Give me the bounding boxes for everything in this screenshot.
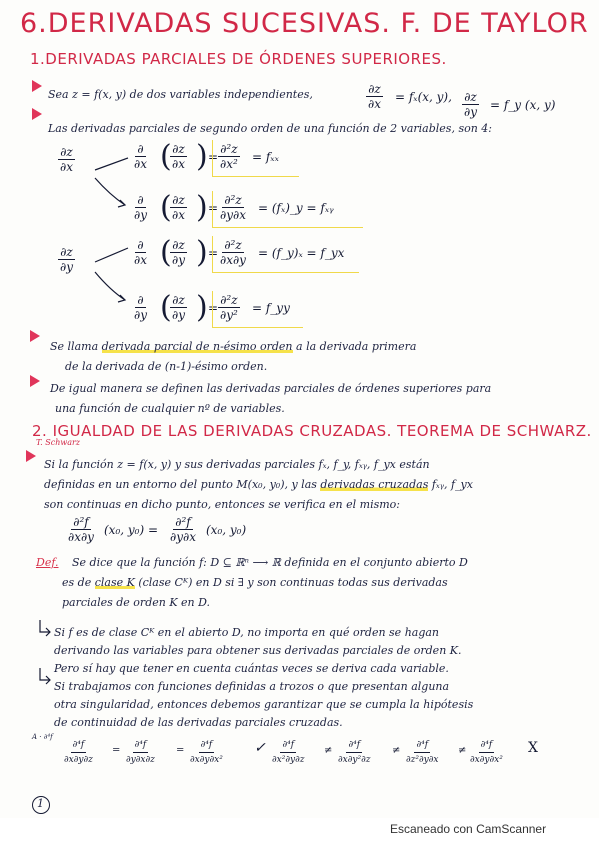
numerator: ∂⁴f [479, 738, 495, 753]
title-text: DERIVADAS SUCESIVAS. F. DE TAYLOR [47, 8, 589, 39]
note2-line2: otra singularidad, entonces debemos garantizar que se cumpla la hipótesis [54, 698, 474, 711]
numerator: ∂z [172, 238, 185, 252]
denominator: ∂x∂y∂z [64, 755, 93, 765]
denominator: ∂y² [220, 308, 238, 322]
row4-result: = f_yy [252, 301, 290, 315]
denominator: ∂y [464, 105, 477, 119]
close-paren: ) [196, 290, 208, 325]
numerator: ∂z [368, 82, 381, 96]
numerator: ∂²z [220, 293, 238, 307]
schwarz-rhs-arg: (x₀, y₀) [206, 523, 247, 537]
denominator: ∂x [60, 160, 73, 174]
sea-text: z = f(x, y) de dos variables independientes, [72, 88, 313, 101]
denominator: ∂x∂y²∂z [338, 755, 371, 765]
denominator: ∂x²∂y∂z [272, 755, 305, 765]
numerator: ∂ [137, 193, 144, 207]
numerator: ∂⁴f [133, 738, 149, 753]
check-icon: ✓ [254, 740, 266, 756]
open-paren: ( [160, 235, 172, 270]
not-equal: ≠ [324, 745, 333, 756]
denominator: ∂y [60, 260, 73, 274]
example-c [188, 738, 225, 767]
s1-second-order-line: Las derivadas parciales de segundo orden de una función de 2 variables, son 4: [48, 122, 493, 135]
denominator: ∂y [134, 308, 147, 322]
fx-expression: = fₓ(x, y), [395, 90, 452, 104]
title-number: 6. [20, 8, 48, 39]
note1-line3: Pero sí hay que tener en cuenta cuántas veces se deriva cada variable. [54, 662, 449, 675]
example-a [62, 738, 95, 767]
denominator: ∂x [172, 157, 185, 171]
text-c: a la derivada primera [296, 340, 417, 353]
equals: = [112, 745, 121, 756]
def-line1: Se dice que la función f: D ⊆ ℝⁿ ⟶ ℝ definida en el conjunto abierto D [72, 556, 468, 569]
section1-heading: 1.DERIVADAS PARCIALES DE ÓRDENES SUPERIORES. [30, 50, 447, 68]
not-equal: ≠ [458, 745, 467, 756]
denominator: ∂x∂y [68, 530, 94, 544]
numerator: ∂z [172, 293, 185, 307]
numerator: ∂z [60, 245, 73, 259]
numerator: ∂z [60, 145, 73, 159]
open-paren: ( [160, 190, 172, 225]
note1-line2: derivando las variables para obtener sus derivadas parciales de orden K. [54, 644, 462, 657]
denominator: ∂x [134, 157, 147, 171]
theorem-line3: son continuas en dicho punto, entonces se verifica en el mismo: [44, 498, 400, 511]
equals: = [208, 201, 219, 215]
denominator: ∂x∂y∂x² [190, 755, 223, 765]
text: fₓᵧ, f_yx [431, 478, 473, 491]
note2-line3: de continuidad de las derivadas parciales cruzadas. [54, 716, 343, 729]
row3-result: = (f_y)ₓ = f_yx [258, 246, 345, 260]
note2-line1: Si trabajamos con funciones definidas a trozos o que presentan alguna [54, 680, 450, 693]
schwarz-lhs-arg: (x₀, y₀) = [104, 523, 159, 537]
numerator: ∂z [464, 90, 477, 104]
highlighted-term: derivada parcial de n-ésimo orden [101, 340, 293, 353]
example-g [468, 738, 505, 767]
equals: = [208, 150, 219, 164]
highlighted-term: clase K [94, 576, 135, 589]
text-a: Se llama [50, 340, 99, 353]
def-label: Def. [36, 556, 59, 569]
numerator: ∂z [172, 193, 185, 207]
example-e [336, 738, 372, 767]
row2-result: = (fₓ)_y = fₓᵧ [258, 201, 334, 215]
sea-word: Sea [48, 88, 69, 101]
example-tiny-label: A · ∂⁴f [32, 733, 53, 741]
denominator: ∂y [134, 208, 147, 222]
example-f [404, 738, 440, 767]
denominator: ∂x∂y∂x² [470, 755, 503, 765]
numerator: ∂ [137, 142, 144, 156]
not-equal: ≠ [392, 745, 401, 756]
s1-same-way-line1: De igual manera se definen las derivadas parciales de órdenes superiores para [50, 382, 492, 395]
close-paren: ) [196, 139, 208, 174]
example-b [124, 738, 157, 767]
open-paren: ( [160, 139, 172, 174]
numerator: ∂²z [220, 142, 238, 156]
theorem-line1: Si la función z = f(x, y) y sus derivadas parciales fₓ, f_y, fₓᵧ, f_yx están [44, 458, 430, 471]
numerator: ∂z [172, 142, 185, 156]
denominator: ∂x [368, 97, 381, 111]
section2-heading: 2. IGUALDAD DE LAS DERIVADAS CRUZADAS. TEOREMA DE SCHWARZ. [32, 422, 592, 440]
numerator: ∂⁴f [280, 738, 296, 753]
numerator: ∂²z [224, 193, 242, 207]
equals: = [208, 301, 219, 315]
text: (clase Cᴷ) en D si ∃ y son continuas todas sus derivadas [138, 576, 448, 589]
def-line3: parciales de orden K en D. [62, 596, 211, 609]
highlighted-term: derivadas cruzadas [320, 478, 429, 491]
open-paren: ( [160, 290, 172, 325]
row1-result: = fₓₓ [252, 150, 279, 164]
numerator: ∂ [137, 238, 144, 252]
numerator: ∂⁴f [71, 738, 87, 753]
numerator: ∂⁴f [414, 738, 430, 753]
text: definidas en un entorno del punto M(x₀, y₀), y las [44, 478, 317, 491]
numerator: ∂²f [175, 515, 191, 529]
cross-icon: X [528, 740, 538, 756]
numerator: ∂⁴f [199, 738, 215, 753]
s1-nth-order-line2: de la derivada de (n-1)-ésimo orden. [65, 360, 268, 373]
page-number: 1 [37, 797, 44, 810]
schwarz-label: T. Schwarz [36, 438, 81, 447]
equals: = [208, 246, 219, 260]
denominator: ∂x [172, 208, 185, 222]
denominator: ∂y [172, 253, 185, 267]
denominator: ∂y∂x [220, 208, 246, 222]
denominator: ∂y∂x∂z [126, 755, 155, 765]
s1-same-way-line2: una función de cualquier nº de variables. [55, 402, 285, 415]
fy-expression: = f_y (x, y) [490, 98, 556, 112]
denominator: ∂x∂y [220, 253, 246, 267]
equals: = [176, 745, 185, 756]
close-paren: ) [196, 190, 208, 225]
numerator: ∂²f [73, 515, 89, 529]
scanner-watermark: Escaneado con CamScanner [390, 822, 547, 836]
denominator: ∂z²∂y∂x [406, 755, 439, 765]
denominator: ∂y [172, 308, 185, 322]
denominator: ∂x [134, 253, 147, 267]
numerator: ∂²z [224, 238, 242, 252]
denominator: ∂x² [220, 157, 238, 171]
text: es de [62, 576, 92, 589]
denominator: ∂y∂x [170, 530, 196, 544]
numerator: ∂ [137, 293, 144, 307]
numerator: ∂⁴f [346, 738, 362, 753]
close-paren: ) [196, 235, 208, 270]
example-d [270, 738, 306, 767]
note1-line1: Si f es de clase Cᴷ en el abierto D, no importa en qué orden se hagan [54, 626, 440, 639]
